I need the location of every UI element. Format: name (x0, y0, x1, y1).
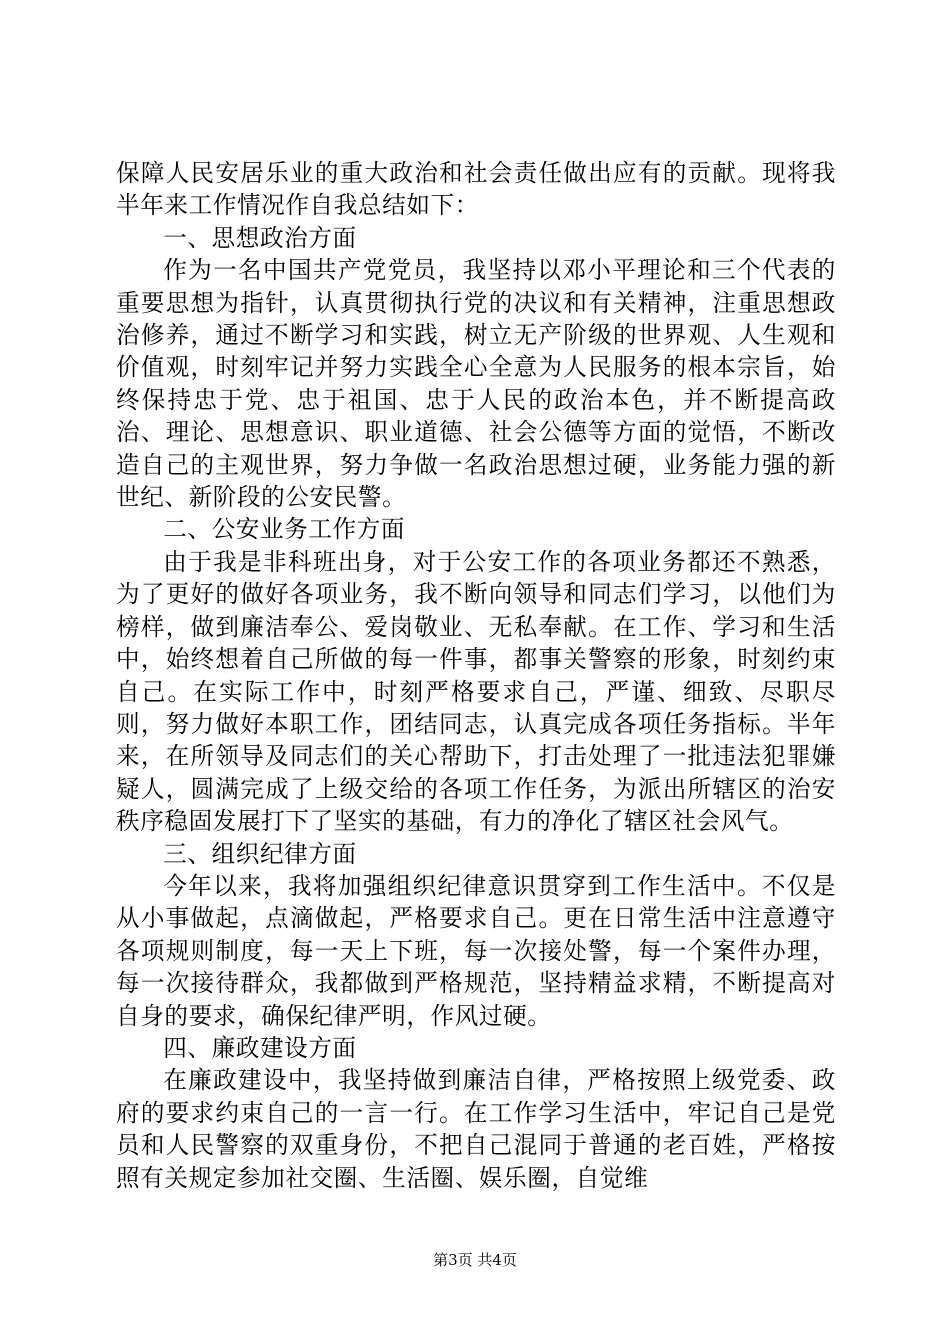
section-heading-integrity: 四、廉政建设方面 (163, 1033, 357, 1062)
paragraph-integrity: 在廉政建设中，我坚持做到廉洁自律，严格按照上级党委、政府的要求约束自己的一言一行。在工作学习生活中，牢记自己是党员和人民警察的双重身份，不把自己混同于普通的老百姓，严格按照有关规定参加社交圈、生活圈、娱乐圈，自觉维 (116, 1066, 836, 1192)
paragraph-continuation: 保障人民安居乐业的重大政治和社会责任做出应有的贡献。现将我半年来工作情况作自我总结如下： (116, 159, 836, 220)
section-heading-ideology: 一、思想政治方面 (163, 223, 357, 252)
paragraph-police-work: 由于我是非科班出身，对于公安工作的各项业务都还不熟悉，为了更好的做好各项业务，我不断向领导和同志们学习，以他们为榜样，做到廉洁奉公、爱岗敬业、无私奉献。在工作、学习和生活中，始终想着自己所做的每一件事，都事关警察的形象，时刻约束自己。在实际工作中，时刻严格要求自己，严谨、细致、尽职尽则，努力做好本职工作，团结同志，认真完成各项任务指标。半年来，在所领导及同志们的关心帮助下，打击处理了一批违法犯罪嫌疑人，圆满完成了上级交给的各项工作任务，为派出所辖区的治安秩序稳固发展打下了坚实的基础，有力的净化了辖区社会风气。 (116, 547, 836, 836)
section-heading-discipline: 三、组织纪律方面 (163, 839, 357, 868)
document-body (116, 157, 836, 1194)
page-number-footer: 第3页 共4页 (433, 1251, 517, 1269)
paragraph-ideology: 作为一名中国共产党党员，我坚持以邓小平理论和三个代表的重要思想为指针，认真贯彻执行党的决议和有关精神，注重思想政治修养，通过不断学习和实践，树立无产阶级的世界观、人生观和价值观，时刻牢记并努力实践全心全意为人民服务的根本宗旨，始终保持忠于党、忠于祖国、忠于人民的政治本色，并不断提高政治、理论、思想意识、职业道德、社会公德等方面的觉悟，不断改造自己的主观世界，努力争做一名政治思想过硬，业务能力强的新世纪、新阶段的公安民警。 (116, 256, 836, 512)
paragraph-discipline: 今年以来，我将加强组织纪律意识贯穿到工作生活中。不仅是从小事做起，点滴做起，严格要求自己。更在日常生活中注意遵守各项规则制度，每一天上下班，每一次接处警，每一个案件办理，每一次接待群众，我都做到严格规范，坚持精益求精，不断提高对自身的要求，确保纪律严明，作风过硬。 (116, 871, 836, 1030)
section-heading-police-work: 二、公安业务工作方面 (163, 515, 406, 544)
